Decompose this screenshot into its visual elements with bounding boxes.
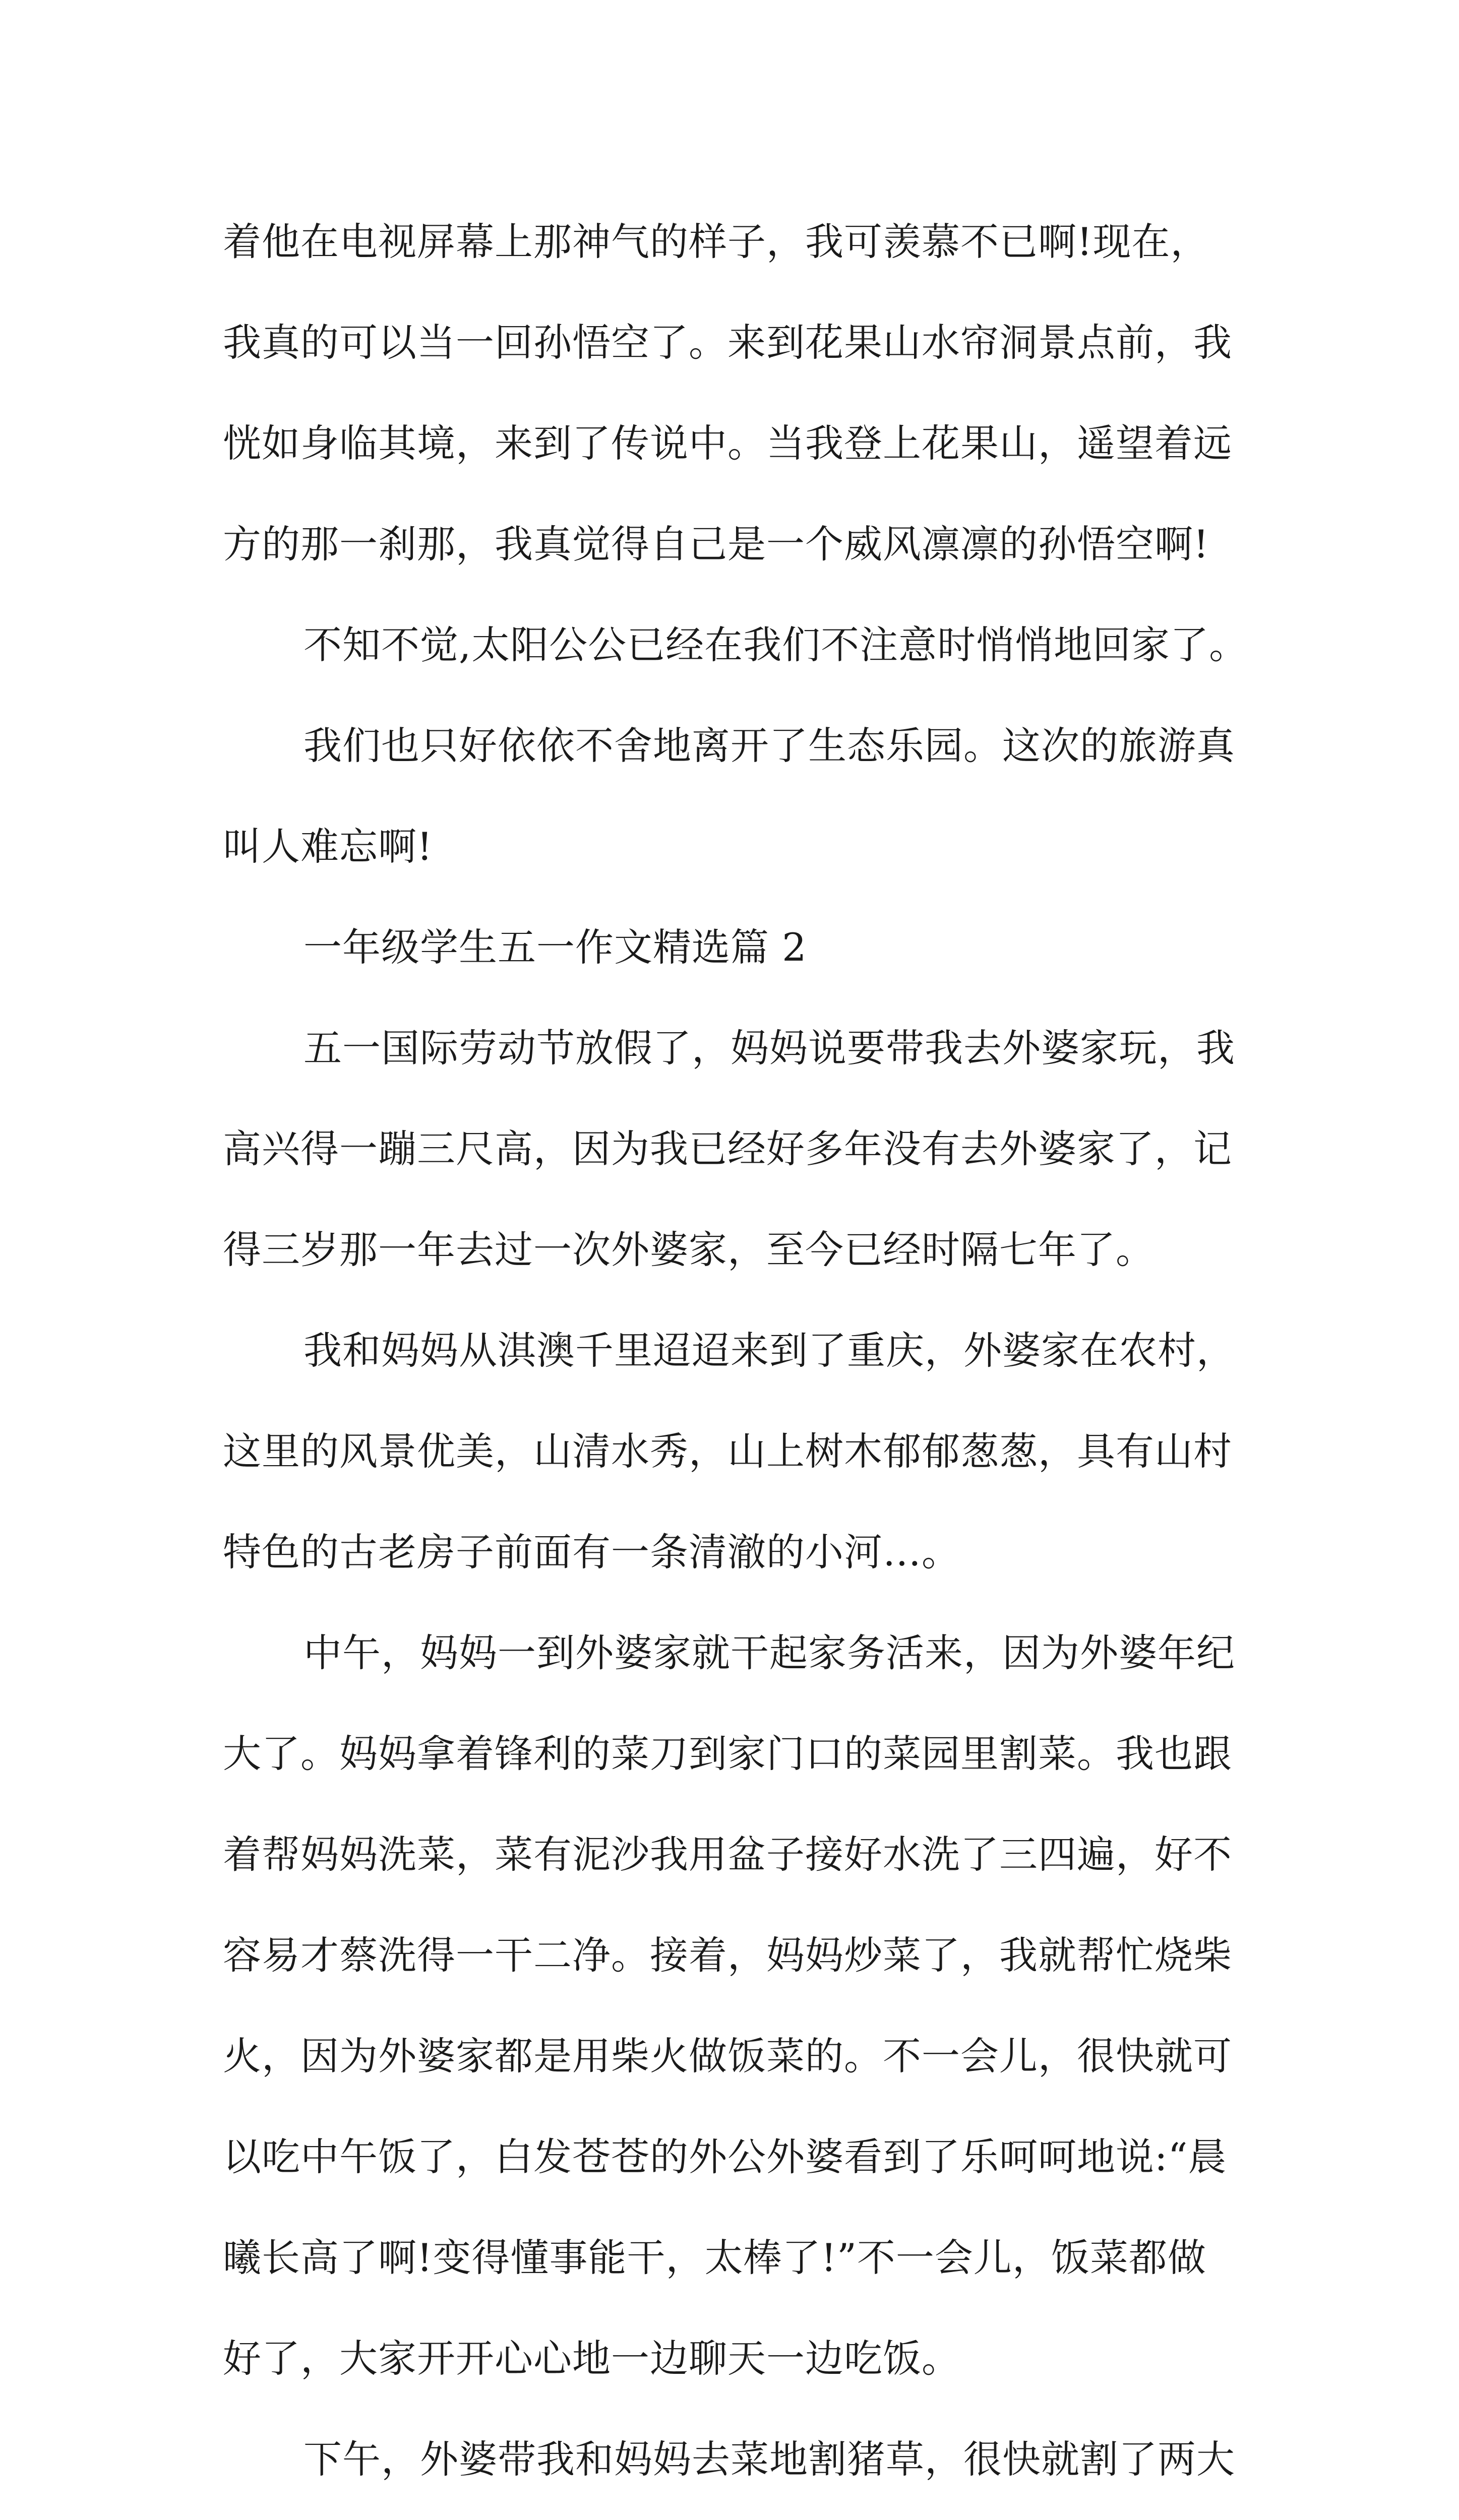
text-line: 得三岁那一年去过一次外婆家，至今已经时隔七年了。 (223, 1227, 1154, 1272)
text-line: 容易才蔡洗得一干二净。接着，妈妈炒菜了，我就帮忙烧柴 (223, 1933, 1232, 1978)
text-line: 火，因为外婆家都是用柴火做饭菜的。不一会儿，很快就可 (223, 2034, 1232, 2078)
text-line: 这里的风景优美，山清水秀，山上树木郁郁葱葱，具有山村 (223, 1429, 1232, 1474)
text-line: 着帮妈妈洗菜，菜有泥沙我用盆子接好水洗了三四遍，好不 (223, 1832, 1232, 1877)
text-line: 大了。妈妈拿着锋利的菜刀到家门口的菜园里割菜。我也跟 (223, 1731, 1232, 1776)
paragraph-first-line: 中午，妈妈一到外婆家就干起家务活来，因为外婆年纪 (303, 1630, 1235, 1675)
paragraph-first-line: 下午，外婆带我和妈妈去菜地割猪草，很快就割了两大 (303, 2437, 1235, 2482)
text-line: 着他在电视屏幕上那神气的样子，我可羡慕不已啊!现在， (223, 219, 1209, 264)
text-line: 我真的可以当一回孙悟空了。来到花果山水帘洞景点前，我 (223, 320, 1232, 365)
text-line: 曦长高了啊!变得懂事能干，太棒了!”不一会儿，饭菜都做 (223, 2235, 1206, 2280)
text-line: 好了，大家开开心心地一边聊天一边吃饭。 (223, 2336, 960, 2381)
paragraph-first-line: 五一国际劳动节放假了，妈妈说要带我去外婆家玩，我 (303, 1026, 1235, 1070)
text-line: 叫人难忘啊! (223, 824, 433, 869)
paragraph-first-line: 不知不觉,太阳公公已经在我们不注意时悄悄地回家了。 (303, 622, 1248, 667)
document-page (223, 192, 1248, 2520)
text-line: 以吃中午饭了，白发苍苍的外公外婆看到了乐呵呵地说:“晨 (223, 2134, 1227, 2179)
text-line: 方的那一刹那，我真觉得自己是一个威风凛凛的孙悟空啊! (223, 522, 1209, 566)
text-line (223, 2510, 1241, 2520)
text-line: 恍如身临其境，来到了传说中。当我登上花果山，遥望着远 (223, 421, 1232, 466)
paragraph-first-line: 我和妈妈从淇澳千里迢迢来到了重庆，外婆家在农村， (303, 1328, 1235, 1373)
text-line: 特色的古老房子前面有一条清澈的小河…。 (223, 1530, 960, 1574)
paragraph-first-line: 我们也只好依依不舍地离开了生态乐园。这次的旅游真 (303, 723, 1235, 768)
text-line: 高兴得一蹦三尺高，因为我已经好多年没有去外婆家了，记 (223, 1126, 1232, 1171)
section-heading: 一年级学生五一作文精选篇 2 (303, 925, 807, 970)
